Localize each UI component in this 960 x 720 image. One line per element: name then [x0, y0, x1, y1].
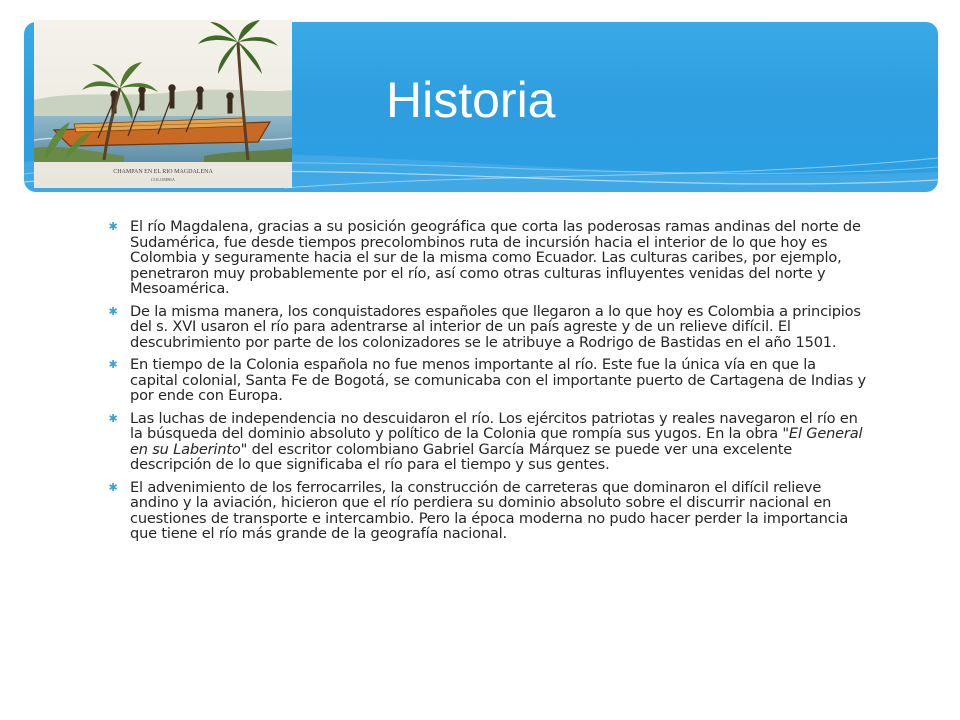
river-champan-illustration: [34, 20, 292, 188]
slide-title: Historia: [386, 72, 556, 128]
asterisk-bullet-icon: ✱: [108, 358, 118, 371]
bullet-text-after: " del escritor colombiano Gabriel García Márquez se puede ver una excelente descripción de lo que significaba el río para el tiempo y sus gentes.: [130, 440, 793, 473]
illustration-caption-subtitle: COLOMBIA: [150, 177, 176, 182]
asterisk-bullet-icon: ✱: [108, 411, 118, 425]
bullet-item: [106, 357, 866, 404]
bullet-text: En tiempo de la Colonia española no fue menos importante al río. Este fue la única vía en que la capital colonial, Santa Fe de Bogotá, se comunicaba con el importante puerto de Cartagena de Indias y por ende con Europa.: [130, 356, 866, 404]
illustration-caption-title: CHAMPAN EN EL RIO MAGDALENA: [113, 169, 213, 175]
bullet-text: De la misma manera, los conquistadores españoles que llegaron a lo que hoy es Colombia a principios del s. XVI usaron el río para adentrarse al interior de un país agreste y de un relieve difícil. El descubrimiento por parte de los colonizadores se le atribuye a Rodrigo de Bastidas en el año 1501.: [130, 302, 861, 351]
book-title: El General en su Laberinto: [130, 425, 863, 458]
bullet-text-before: Las luchas de independencia no descuidaron el río. Los ejércitos patriotas y reales navegaron el río en la búsqueda del dominio absoluto y político de la Colonia que rompía sus yugos. En la obra ": [130, 409, 858, 442]
asterisk-bullet-icon: ✱: [108, 480, 118, 494]
bullet-item: [106, 219, 866, 297]
bullet-item: [106, 304, 866, 351]
bullet-text: El río Magdalena, gracias a su posición geográfica que corta las poderosas ramas andinas del norte de Sudamérica, fue desde tiempos precolombinos ruta de incursión hacia el interior de lo que hoy es Colombia y seguramente hacia el sur de la misma como Ecuador. Las culturas caribes, por ejemplo, penetraron muy probablemente por el río, así como otras culturas influyentes venidas del norte y Mesoamérica.: [130, 218, 861, 297]
bullet-text: El advenimiento de los ferrocarriles, la construcción de carreteras que dominaron el difícil relieve andino y la aviación, hicieron que el río perdiera su dominio absoluto sobre el discurrir nacional en cuestiones de transporte e intercambio. Pero la época moderna no pudo hacer perder la importancia que tiene el río más grande de la geografía nacional.: [130, 478, 849, 542]
bullet-item: [106, 480, 866, 542]
asterisk-bullet-icon: ✱: [108, 304, 118, 318]
bullet-list: [106, 219, 866, 549]
asterisk-bullet-icon: ✱: [108, 220, 118, 233]
bullet-item: [106, 411, 866, 473]
